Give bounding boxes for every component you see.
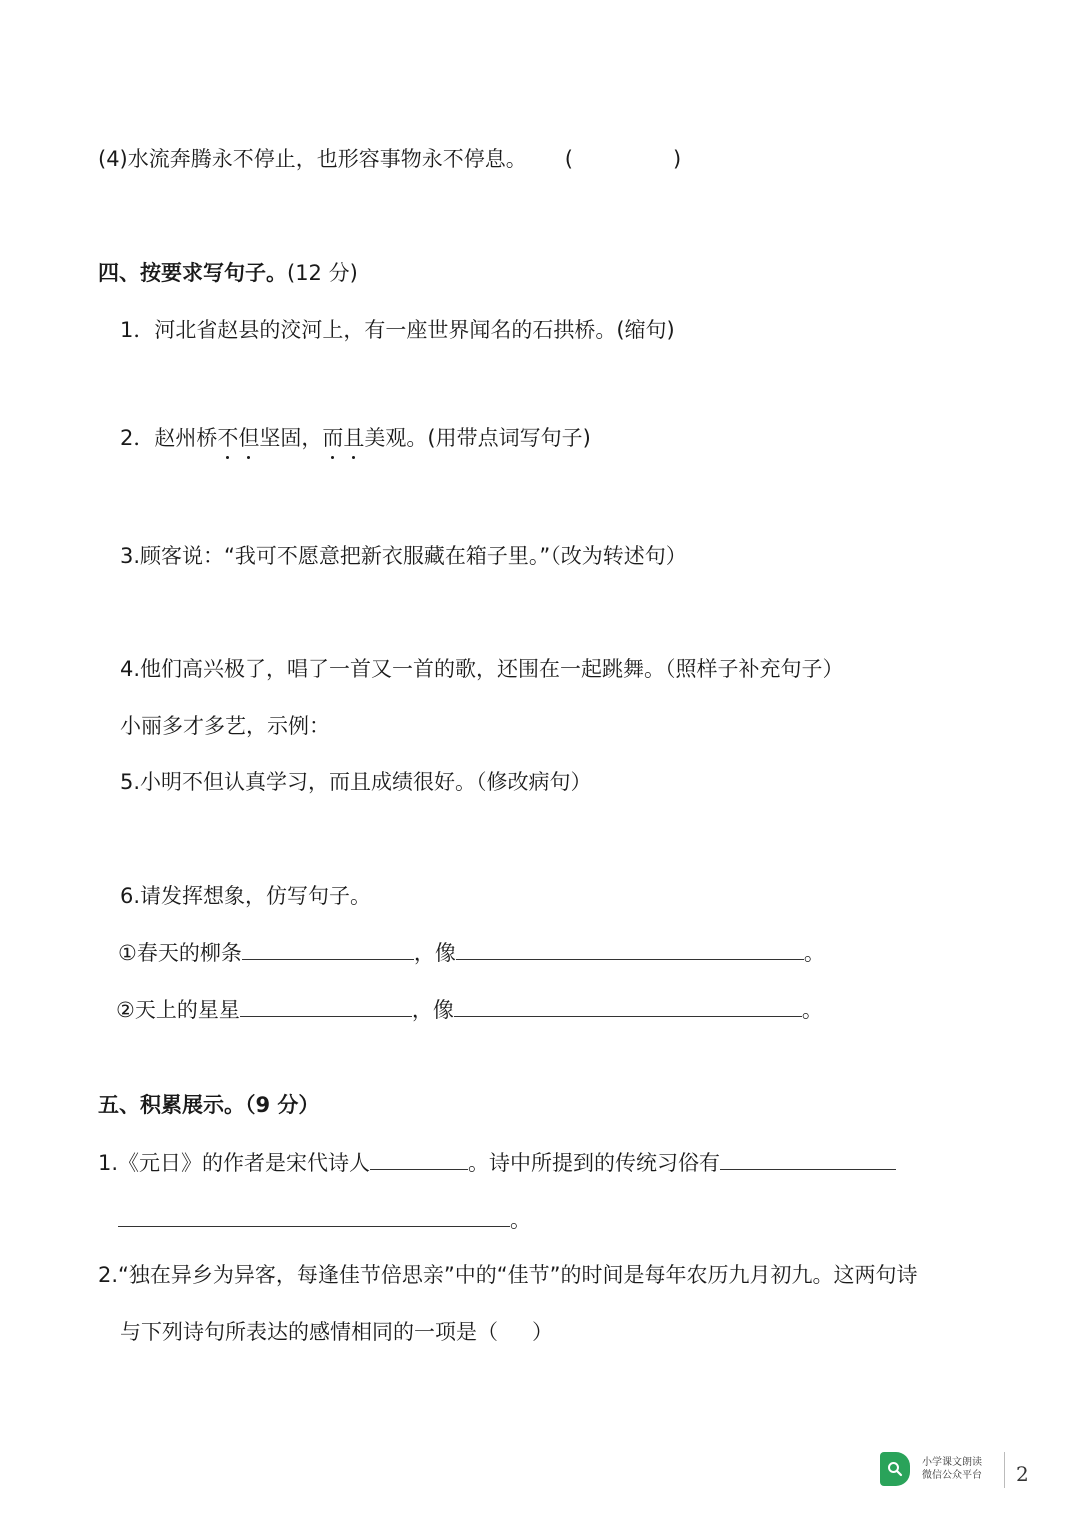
section-4-score: (12 分) — [287, 261, 358, 285]
section-4-question-4-example: 小丽多才多艺，示例： — [120, 714, 330, 738]
section-4-question-2 — [120, 423, 591, 453]
section-4-question-1: 1．河北省赵县的洨河上，有一座世界闻名的石拱桥。(缩句) — [120, 318, 675, 342]
dotted-char-bu: 不 — [217, 423, 238, 453]
section-5-question-1-cont — [118, 1204, 531, 1235]
section-5-title: 五、积累展示。（9 分） — [98, 1093, 320, 1117]
imitation-2-blank-b[interactable] — [454, 994, 802, 1017]
dotted-char-er: 而 — [322, 423, 343, 453]
q2-close-paren: ） — [532, 1320, 553, 1344]
section-4-title: 四、按要求写句子。 — [98, 261, 287, 285]
logo-line-1: 小学课文朗读 — [922, 1457, 982, 1468]
section-4-question-5: 5.小明不但认真学习，而且成绩很好。（修改病句） — [120, 770, 592, 794]
q2-prefix: 2．赵州桥 — [120, 426, 218, 450]
section-4-question-3: 3.顾客说：“我可不愿意把新衣服藏在箱子里。”（改为转述句） — [120, 544, 687, 568]
logo-divider — [1004, 1452, 1005, 1488]
q1-end: 。 — [510, 1208, 531, 1232]
imitation-2-prefix: ②天上的星星 — [116, 998, 240, 1022]
dotted-char-dan: 但 — [238, 423, 259, 453]
q2-line2-text: 与下列诗句所表达的感情相同的一项是（ — [120, 1320, 498, 1344]
section-5-question-2-line-1: 2.“独在异乡为异客，每逢佳节倍思亲”中的“佳节”的时间是每年农历九月初九。这两句诗 — [98, 1263, 918, 1287]
section-4-question-6: 6.请发挥想象，仿写句子。 — [120, 884, 372, 908]
imitation-sentence-1 — [118, 937, 825, 968]
section-4-heading — [98, 258, 358, 288]
imitation-1-blank-b[interactable] — [456, 937, 804, 960]
q1-author-prompt: 1.《元日》的作者是宋代诗人 — [98, 1151, 371, 1175]
q2-suffix: 美观。(用带点词写句子) — [364, 426, 591, 450]
imitation-sentence-2 — [116, 994, 823, 1025]
imitation-1-blank-a[interactable] — [242, 937, 414, 960]
answer-paren-close: ) — [672, 147, 682, 171]
q2-mid: 坚固， — [259, 426, 323, 450]
imitation-1-prefix: ①春天的柳条 — [118, 941, 242, 965]
imitation-1-end: 。 — [803, 941, 825, 965]
poet-name-blank[interactable] — [370, 1147, 468, 1170]
page-number: 2 — [1016, 1462, 1029, 1486]
dotted-char-qie: 且 — [343, 423, 364, 453]
section-5-question-1 — [98, 1147, 896, 1178]
idiom-question-4-text: (4)水流奔腾永不停止，也形容事物永不停息。 — [98, 147, 527, 171]
idiom-question-4 — [98, 144, 681, 174]
imitation-2-end: 。 — [801, 998, 823, 1022]
answer-paren-open: ( — [564, 147, 573, 171]
logo-line-2: 微信公众平台 — [922, 1470, 982, 1481]
section-4-question-4: 4.他们高兴极了，唱了一首又一首的歌，还围在一起跳舞。（照样子补充句子） — [120, 657, 844, 681]
wechat-logo — [880, 1450, 1005, 1488]
custom-blank-a[interactable] — [720, 1147, 896, 1170]
q1-custom-prompt: 。诗中所提到的传统习俗有 — [468, 1151, 721, 1175]
imitation-2-blank-a[interactable] — [240, 994, 412, 1017]
logo-text — [922, 1456, 982, 1482]
custom-blank-b[interactable] — [118, 1204, 510, 1227]
imitation-2-mid: ，像 — [411, 998, 454, 1022]
section-5-question-2-line-2 — [120, 1317, 553, 1347]
search-icon — [880, 1452, 910, 1486]
imitation-1-mid: ，像 — [413, 941, 456, 965]
